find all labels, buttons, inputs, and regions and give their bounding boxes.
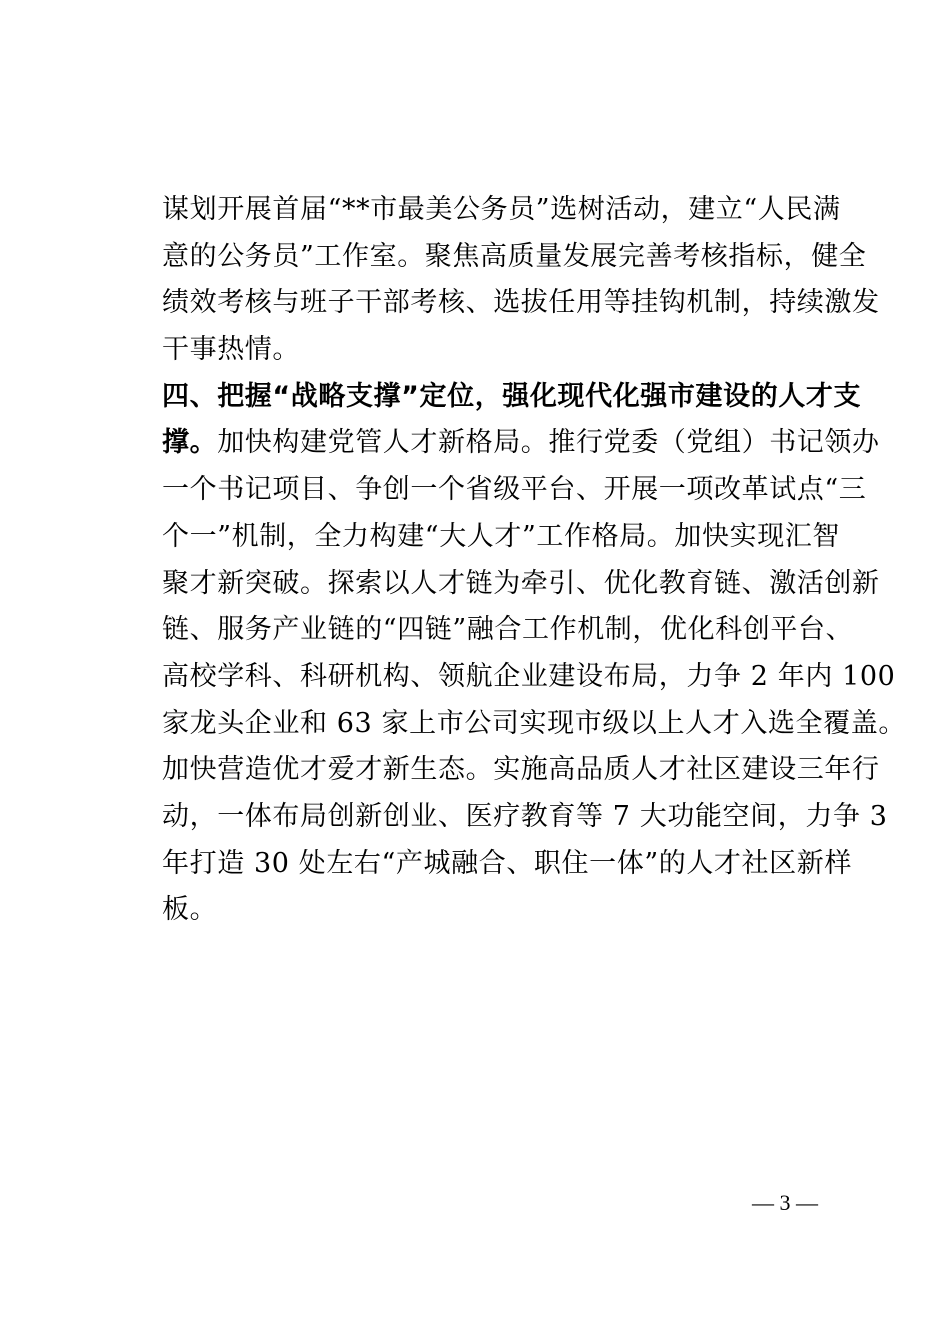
line-text: 高校学科、科研机构、领航企业建设布局，力争 2 年内 100 bbox=[162, 660, 896, 692]
text-line bbox=[162, 841, 852, 888]
text-line bbox=[162, 887, 842, 934]
text-line bbox=[162, 514, 842, 561]
line-text: 个一”机制，全力构建“大人才”工作格局。加快实现汇智 bbox=[162, 520, 841, 552]
line-text: 链、服务产业链的“四链”融合工作机制，优化科创平台、 bbox=[162, 614, 854, 646]
line-text: 家龙头企业和 63 家上市公司实现市级以上人才入选全覆盖。 bbox=[162, 707, 906, 739]
line-text: 板。 bbox=[162, 894, 218, 926]
line-text: 聚才新突破。探索以人才链为牵引、优化教育链、激活创新 bbox=[162, 567, 880, 599]
text-line bbox=[162, 794, 888, 841]
section-heading: 四、把握“战略支撑”定位，强化现代化强市建设的人才支 bbox=[162, 380, 862, 412]
line-text: 绩效考核与班子干部考核、选拔任用等挂钩机制，持续激发 bbox=[162, 287, 880, 319]
page-number: — 3 — bbox=[752, 1190, 818, 1215]
text-line bbox=[162, 747, 880, 794]
body-text bbox=[162, 187, 906, 934]
text-line bbox=[162, 234, 867, 281]
text-line bbox=[162, 187, 842, 234]
text-line bbox=[162, 280, 880, 327]
line-text: 干事热情。 bbox=[162, 334, 300, 366]
text-line bbox=[162, 654, 896, 701]
text-line bbox=[162, 327, 842, 374]
line-text: 谋划开展首届“**市最美公务员”选树活动，建立“人民满 bbox=[162, 194, 841, 225]
text-line bbox=[162, 561, 880, 608]
line-text: 意的公务员”工作室。聚焦高质量发展完善考核指标，健全 bbox=[162, 240, 867, 272]
line-text: 加快营造优才爱才新生态。实施高品质人才社区建设三年行 bbox=[162, 754, 880, 786]
text-line bbox=[162, 467, 867, 514]
section-heading-end: 撑。 bbox=[162, 427, 218, 459]
section-heading-line bbox=[162, 420, 880, 467]
section-heading-line bbox=[162, 374, 862, 421]
line-text: 加快构建党管人才新格局。推行党委（党组）书记领办 bbox=[217, 427, 880, 459]
line-text: 年打造 30 处左右“产城融合、职住一体”的人才社区新样 bbox=[162, 847, 852, 879]
text-line bbox=[162, 607, 854, 654]
text-line bbox=[162, 701, 906, 748]
line-text: 一个书记项目、争创一个省级平台、开展一项改革试点“三 bbox=[162, 474, 867, 506]
line-text: 动，一体布局创新创业、医疗教育等 7 大功能空间，力争 3 bbox=[162, 800, 888, 832]
